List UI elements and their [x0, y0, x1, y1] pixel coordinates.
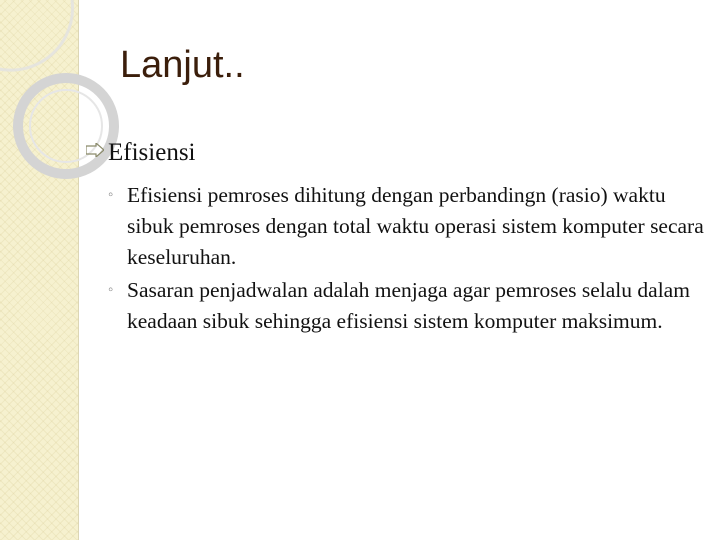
bullet-list [86, 180, 714, 337]
list-item [86, 275, 714, 337]
list-item-text: Efisiensi pemroses dihitung dengan perbandingn (rasio) waktu sibuk pemroses dengan total waktu operasi sistem komputer secara keseluruhan. [127, 183, 704, 269]
list-item [86, 180, 714, 273]
heading-text: Efisiensi [108, 139, 196, 166]
circle-bullet-icon: ◦ [108, 187, 114, 203]
heading-item [86, 136, 714, 174]
slide-content [86, 136, 714, 339]
slide-title: Lanjut.. [120, 44, 245, 86]
circle-bullet-icon: ◦ [108, 282, 114, 298]
list-item-text: Sasaran penjadwalan adalah menjaga agar pemroses selalu dalam keadaan sibuk sehingga efisiensi sistem komputer maksimum. [127, 278, 690, 333]
arrow-bullet-icon [86, 137, 108, 171]
ring-arc-top [0, 0, 73, 70]
